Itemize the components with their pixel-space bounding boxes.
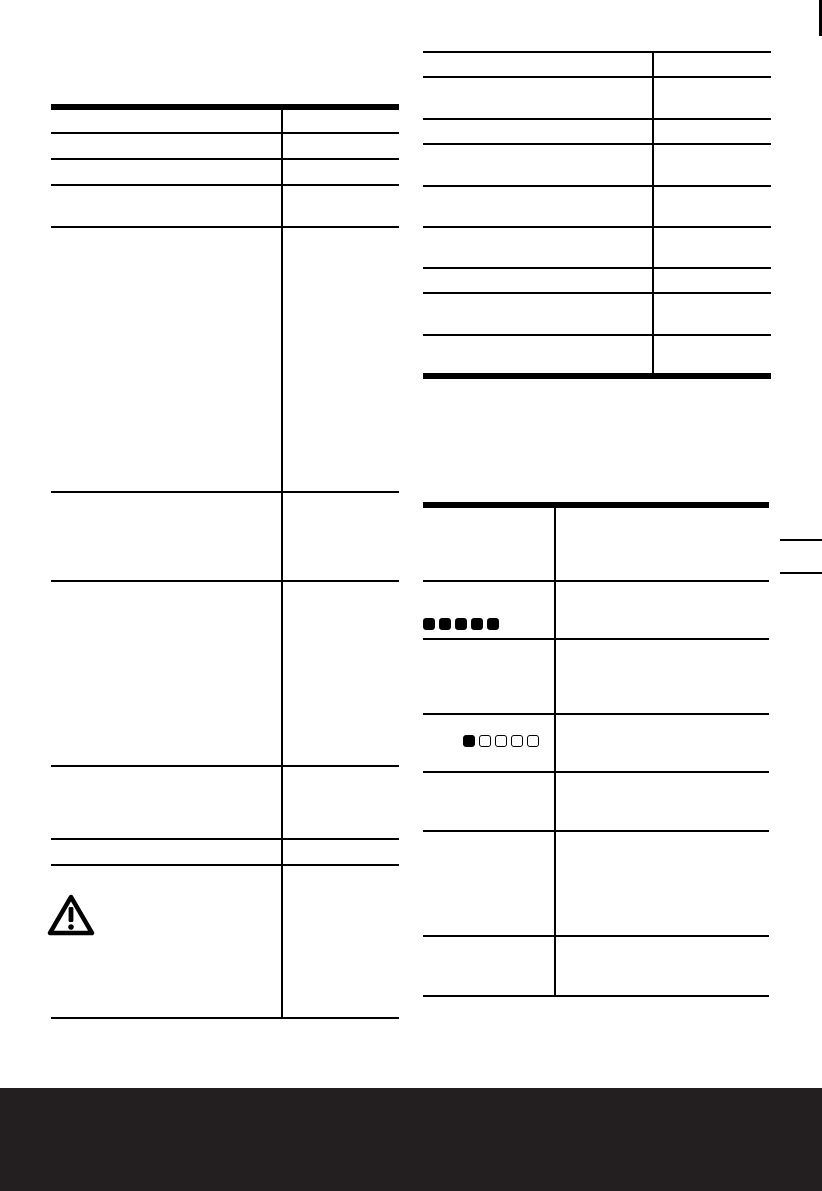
warning-triangle-icon xyxy=(47,894,95,936)
row-divider xyxy=(423,771,769,773)
side-tab-mark xyxy=(780,572,822,574)
row-divider xyxy=(423,143,771,145)
footer-band xyxy=(0,1088,822,1191)
row-divider xyxy=(423,334,771,336)
level-square-empty xyxy=(495,735,507,747)
level-square-filled xyxy=(455,618,467,630)
row-divider xyxy=(423,185,771,187)
level-square-filled xyxy=(439,618,451,630)
row-divider xyxy=(51,132,399,134)
column-divider xyxy=(554,508,556,996)
table-bottom-rule xyxy=(423,373,771,379)
table-bottom-rule xyxy=(51,1017,399,1019)
table-top-rule xyxy=(423,51,771,53)
column-divider xyxy=(652,51,654,374)
table-header-rule xyxy=(423,502,769,508)
row-divider xyxy=(423,638,769,640)
level-square-empty xyxy=(511,735,523,747)
row-divider xyxy=(423,830,769,832)
column-divider xyxy=(281,110,283,1019)
row-divider xyxy=(51,580,399,582)
level-square-filled xyxy=(471,618,483,630)
level-square-empty xyxy=(527,735,539,747)
row-divider xyxy=(423,292,771,294)
row-divider xyxy=(51,491,399,493)
row-divider xyxy=(51,765,399,767)
side-tab-mark xyxy=(780,539,822,541)
row-divider xyxy=(423,580,769,582)
level-square-filled xyxy=(487,618,499,630)
row-divider xyxy=(51,838,399,840)
row-divider xyxy=(423,267,771,269)
row-divider xyxy=(423,118,771,120)
level-square-empty xyxy=(479,735,491,747)
row-divider xyxy=(423,226,771,228)
row-divider xyxy=(51,864,399,866)
table-bottom-rule xyxy=(423,995,769,997)
table-header-rule xyxy=(51,104,399,110)
row-divider xyxy=(423,713,769,715)
row-divider xyxy=(51,158,399,160)
level-square-filled xyxy=(423,618,435,630)
row-divider xyxy=(51,184,399,186)
level-square-filled xyxy=(463,735,475,747)
row-divider xyxy=(423,935,769,937)
row-divider xyxy=(51,226,399,228)
row-divider xyxy=(423,76,771,78)
